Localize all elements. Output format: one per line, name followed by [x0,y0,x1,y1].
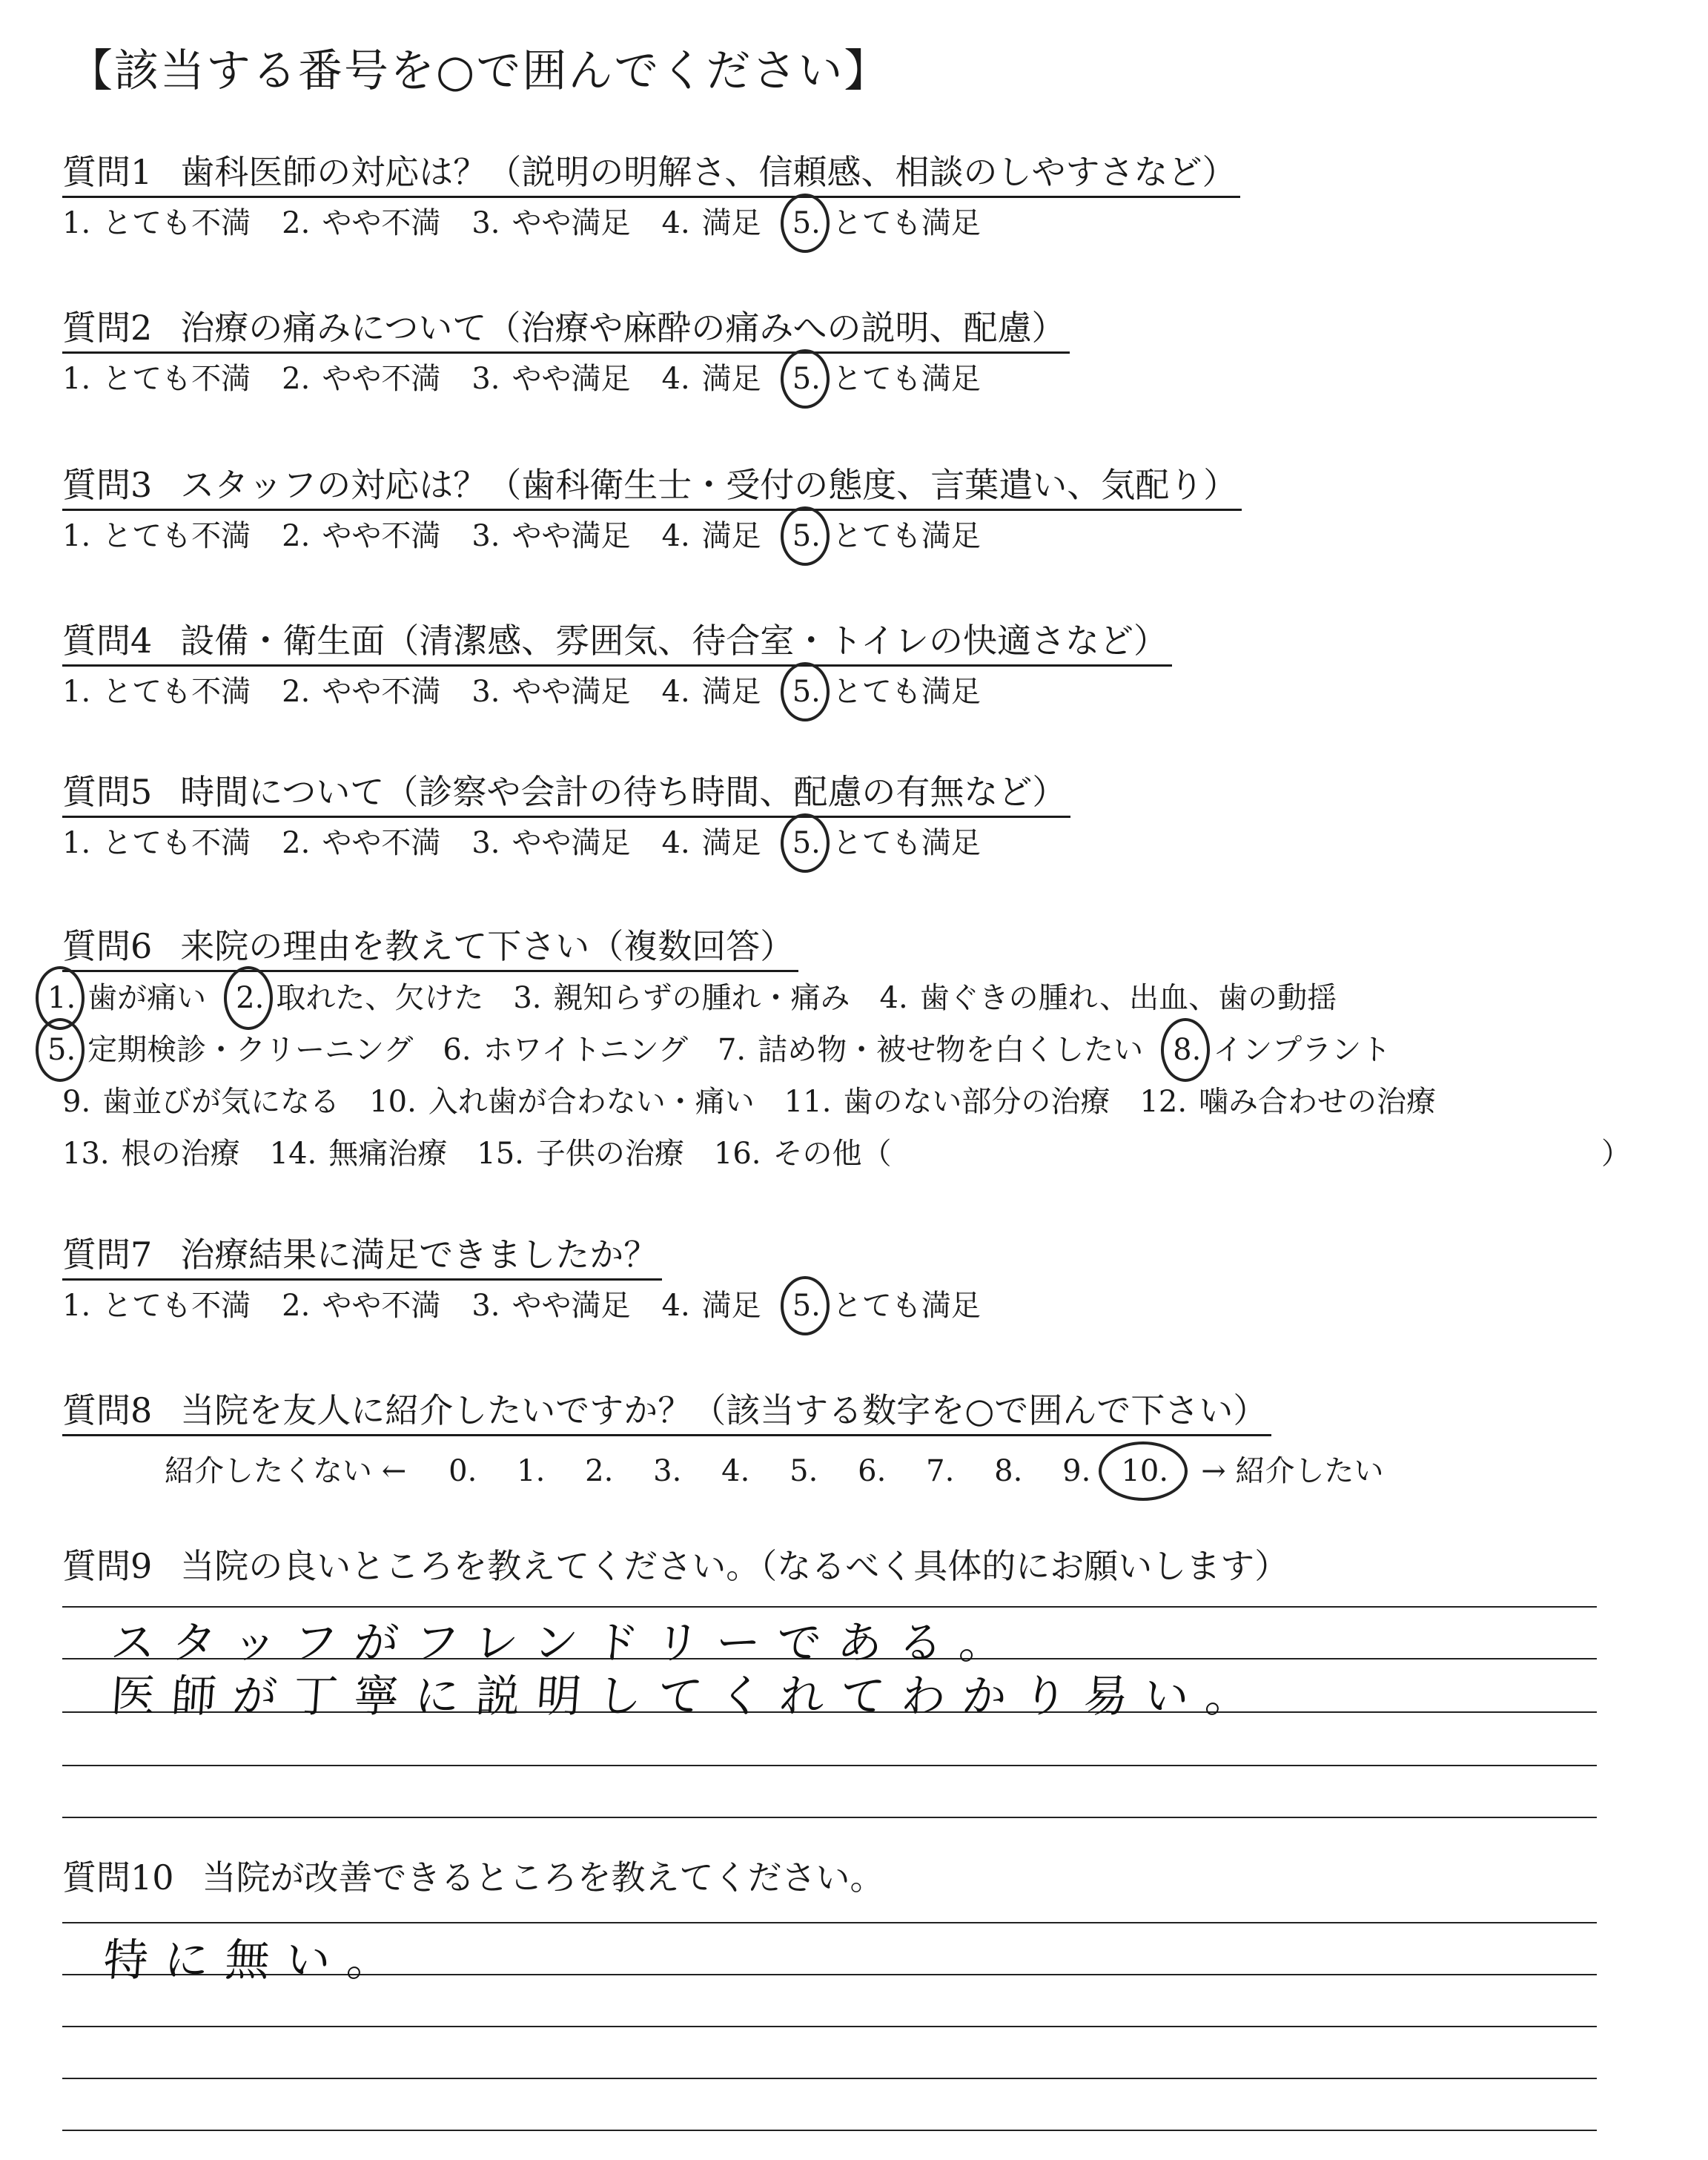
question-text: 時間について（診察や会計の待ち時間、配慮の有無など） [180,772,1067,812]
selected-circle: 5. [792,1282,821,1330]
reason-13[interactable]: 13. 根の治療 [62,1137,240,1171]
question-1 [62,148,1240,247]
selected-circle: 5. [792,355,821,403]
reason-3[interactable]: 3. 親知らずの腫れ・痛み [513,981,850,1015]
selected-circle: 2. [236,972,264,1024]
other-paren-close: ） [1601,1137,1631,1171]
score-9[interactable]: 9. [1062,1454,1091,1488]
question-heading [62,1387,1271,1436]
question-text: 治療の痛みについて（治療や麻酔の痛みへの説明、配慮） [180,308,1066,348]
score-6[interactable]: 6. [858,1454,887,1488]
option-4[interactable]: 4. 満足 [661,519,761,553]
score-1[interactable]: 1. [517,1454,546,1488]
reason-row-4 [62,1128,1634,1180]
option-3[interactable]: 3. やや満足 [471,362,631,396]
question-heading [62,1542,1293,1590]
question-heading [62,1231,662,1281]
option-5[interactable]: 5. とても満足 [792,199,981,247]
option-1[interactable]: 1. とても不満 [62,675,251,709]
reason-row-1 [47,972,1634,1024]
question-9 [62,1542,1293,1590]
question-number: 質問10 [62,1857,174,1898]
option-5[interactable]: 5. とても満足 [792,668,981,716]
answer-line [62,2130,1597,2131]
score-10[interactable]: 10. [1110,1447,1179,1495]
question-heading [62,617,1172,667]
question-4 [62,617,1172,716]
option-5[interactable]: 5. とても満足 [792,819,981,867]
option-5[interactable]: 5. とても満足 [792,1282,981,1330]
question-10 [62,1854,889,1901]
option-4[interactable]: 4. 満足 [661,206,761,240]
reason-10[interactable]: 10. 入れ歯が合わない・痛い [369,1085,755,1119]
handwritten-answer-line-1: 特に無い。 [102,1935,410,1986]
recommend-low-label: 紹介したくない ← [165,1454,407,1488]
rating-scale [62,819,1070,867]
reason-9[interactable]: 9. 歯並びが気になる [62,1085,340,1119]
question-3 [62,461,1242,560]
selected-circle: 5. [47,1024,76,1076]
question-heading [62,922,798,972]
question-number: 質問5 [62,772,153,812]
reason-6[interactable]: 6. ホワイトニング [443,1033,688,1067]
reason-row-2 [47,1024,1634,1076]
question-5 [62,768,1070,867]
question-heading [62,461,1242,511]
option-3[interactable]: 3. やや満足 [471,519,631,553]
question-heading [62,148,1240,198]
question-text: 来院の理由を教えて下さい（複数回答） [180,926,795,966]
score-7[interactable]: 7. [926,1454,955,1488]
question-number: 質問2 [62,308,153,348]
option-1[interactable]: 1. とても不満 [62,206,251,240]
score-8[interactable]: 8. [994,1454,1023,1488]
question-heading [62,768,1070,818]
rating-scale [62,199,1240,247]
option-2[interactable]: 2. やや不満 [282,362,441,396]
selected-circle: 5. [792,819,821,867]
answer-line [62,1922,1597,1923]
reason-4[interactable]: 4. 歯ぐきの腫れ、出血、歯の動揺 [879,981,1337,1015]
reason-15[interactable]: 15. 子供の治療 [477,1137,684,1171]
score-2[interactable]: 2. [585,1454,614,1488]
answer-line [62,1765,1597,1766]
selected-circle: 1. [47,972,76,1024]
score-5[interactable]: 5. [790,1454,818,1488]
option-1[interactable]: 1. とても不満 [62,826,251,860]
option-3[interactable]: 3. やや満足 [471,826,631,860]
reason-2[interactable]: 2. 取れた、欠けた [236,972,483,1024]
question-text: 当院を友人に紹介したいですか？（該当する数字を○で囲んで下さい） [180,1390,1268,1430]
question-number: 質問9 [62,1546,153,1586]
selected-circle: 8. [1173,1024,1201,1076]
option-2[interactable]: 2. やや不満 [282,826,441,860]
instruction-heading: 【該当する番号を○で囲んでください】 [68,45,890,97]
option-1[interactable]: 1. とても不満 [62,362,251,396]
reason-5[interactable]: 5. 定期検診・クリーニング [47,1024,413,1076]
rating-scale [62,1282,1012,1330]
question-number: 質問7 [62,1235,153,1275]
reason-7[interactable]: 7. 詰め物・被せ物を白くしたい [717,1033,1144,1067]
question-7 [62,1231,1012,1330]
selected-circle: 5. [792,668,821,716]
reason-16[interactable]: 16. その他（ [713,1137,892,1171]
question-text: 歯科医師の対応は？（説明の明解さ、信頼感、相談のしやすさなど） [180,152,1237,192]
rating-scale [62,512,1242,560]
answer-line [62,2026,1597,2027]
option-4[interactable]: 4. 満足 [661,675,761,709]
question-text: 治療結果に満足できましたか？ [180,1235,658,1275]
question-number: 質問3 [62,465,153,505]
rating-scale [62,668,1172,716]
option-4[interactable]: 4. 満足 [661,362,761,396]
handwritten-answer-line-1: スタッフがフレンドリーである。 [109,1617,1022,1669]
question-text: 当院が改善できるところを教えてください。 [202,1857,884,1898]
option-4[interactable]: 4. 満足 [661,826,761,860]
question-2 [62,304,1070,403]
option-3[interactable]: 3. やや満足 [471,675,631,709]
score-3[interactable]: 3. [653,1454,682,1488]
score-0[interactable]: 0. [448,1454,477,1488]
option-3[interactable]: 3. やや満足 [471,1289,631,1323]
question-number: 質問4 [62,621,153,661]
option-5[interactable]: 5. とても満足 [792,512,981,560]
recommend-scale [165,1447,1383,1495]
question-number: 質問1 [62,152,153,192]
answer-line [62,1817,1597,1818]
answer-line [62,2078,1597,2079]
question-8 [62,1387,1271,1436]
option-4[interactable]: 4. 満足 [661,1289,761,1323]
option-5[interactable]: 5. とても満足 [792,355,981,403]
option-1[interactable]: 1. とても不満 [62,1289,251,1323]
question-heading [62,1854,889,1901]
reason-12[interactable]: 12. 噛み合わせの治療 [1139,1085,1437,1119]
selected-circle: 5. [792,199,821,247]
option-2[interactable]: 2. やや不満 [282,675,441,709]
score-4[interactable]: 4. [721,1454,750,1488]
recommend-high-label: → 紹介したい [1201,1454,1384,1488]
question-text: スタッフの対応は？（歯科衛生士・受付の態度、言葉遣い、気配り） [180,465,1238,505]
question-text: 当院の良いところを教えてください。（なるべく具体的にお願いします） [180,1546,1289,1586]
reason-11[interactable]: 11. 歯のない部分の治療 [784,1085,1110,1119]
question-number: 質問8 [62,1390,153,1430]
question-text: 設備・衛生面（清潔感、雰囲気、待合室・トイレの快適さなど） [180,621,1168,661]
question-number: 質問6 [62,926,153,966]
reason-14[interactable]: 14. 無痛治療 [269,1137,448,1171]
reason-8[interactable]: 8. インプラント [1173,1024,1391,1076]
option-1[interactable]: 1. とても不満 [62,519,251,553]
reason-1[interactable]: 1. 歯が痛い [47,972,206,1024]
rating-scale [62,355,1070,403]
reason-row-3 [62,1076,1634,1128]
selected-circle: 5. [792,512,821,560]
option-2[interactable]: 2. やや不満 [282,1289,441,1323]
option-2[interactable]: 2. やや不満 [282,206,441,240]
option-2[interactable]: 2. やや不満 [282,519,441,553]
question-6 [47,922,1634,1180]
option-3[interactable]: 3. やや満足 [471,206,631,240]
handwritten-answer-line-2: 医師が丁寧に説明してくれてわかり易い。 [109,1671,1268,1723]
question-heading [62,304,1070,354]
